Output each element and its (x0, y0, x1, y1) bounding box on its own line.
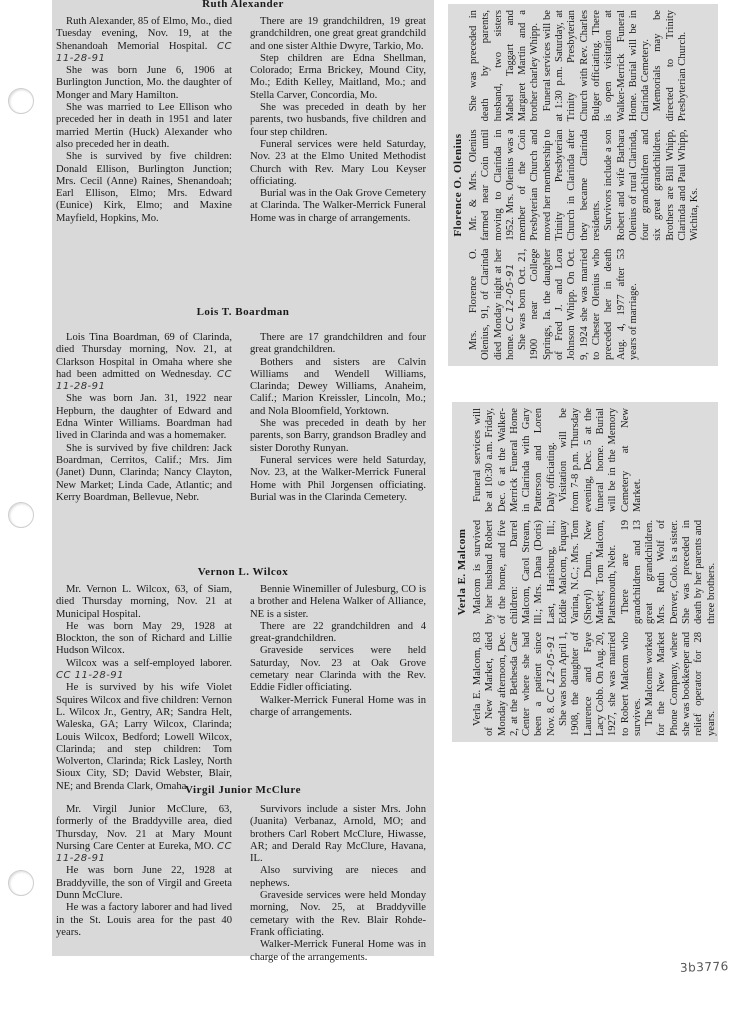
obituary-paragraph: There are 19 grandchildren, 19 great grandchildren, one great great grandchild and one sister Althie Dwyre, Tarkio, Mo. (250, 16, 426, 52)
obituary-paragraph: Ruth Alexander, 85 of Elmo, Mo., died Tuesday evening, Nov. 19, at the Shenandoah Memorial Hospital. CC 11-28-91 (56, 16, 232, 64)
obituary-paragraph: Funeral services were held Saturday, Nov. 23 at the Elmo United Methodist Church with Rev. Mary Lou Keyser officiating. (250, 138, 426, 187)
obituary-paragraph: He was born May 29, 1928 at Blockton, the son of Richard and Lillie Hudson Wilcox. (56, 620, 232, 657)
obituary-paragraph: Survivors include a sister Mrs. John (Juanita) Verbanaz, Arnold, MO; and brothers Carl Robert McClure, Hiwasse, AR; and Derald Ray McClure, Havana, IL. (250, 804, 426, 865)
obituary-paragraph: She was born Oct. 21, 1900 near College Springs, Ia. the daughter of Fred J. and Lora Johnson Whipp. On Oct. 9, 1924 she was married to Chester Olenius who preceded her in death Aug. 4, 1977 after 53 years of marriage. (517, 248, 639, 360)
florence-col-2 (468, 129, 702, 240)
verla-col-2 (472, 520, 718, 624)
left-clippings (52, 0, 434, 963)
obituary-paragraph: Bennie Winemiller of Julesburg, CO is a brother and Helena Walker of Alliance, NE is a sister. (250, 584, 426, 620)
obituary-title-virgil: Virgil Junior McClure (184, 784, 301, 796)
obituary-paragraph: She was married to Lee Ellison who preceded her in death in 1951 and later married Mertin (Huck) Alexander who also preceded her in death. (56, 102, 232, 150)
obituary-paragraph: She was born June 6, 1906 at Burlington Junction, Mo. the daughter of Monger and Mary Hamilton. (56, 65, 232, 101)
obituary-paragraph: Step children are Edna Shellman, Colorado; Erma Brickey, Mound City, Mo.; Edith Kelley, Maitland, Mo.; and Stella Carver, Concordia, Mo. (250, 52, 426, 101)
obituary-paragraph: Lois Tina Boardman, 69 of Clarinda, died Thursday morning, Nov. 21, at Clarkson Hospital in Omaha where she had been admitted on Wednesday. CC 11-28-91 (56, 332, 232, 393)
ruth-col-2 (250, 16, 426, 225)
obituary-paragraph: There are 22 grandchildren and 4 great-grandchildren. (250, 620, 426, 645)
obituary-paragraph: Malcom is survived by her husband Robert of the home, and five children: Darrel Malcom, Carol Stream, Ill.; Mrs. Dana (Doris) Last, Harisburg, Ill.; Eddie Malcom, Fuquay Varina, N.C.; Mrs. Tom (Sheryl) Dunn, New Market; Tom Malcom, Plattsmouth, Nebr. (472, 520, 619, 624)
obituary-paragraph: Mr. Vernon L. Wilcox, 63, of Siam, died Thursday morning, Nov. 21 at Municipal Hospital. (56, 584, 232, 620)
vernon-col-1 (56, 584, 232, 793)
obituary-paragraph: Funeral services will be at 1:30 p.m. Saturday, at Trinity Presbyterian Church with Rev. Charles Bulger officiating. There is open visitation at Walker-Merrick Funeral Home. Burial will be in Clarinda Cemetery. (541, 10, 652, 122)
verla-col-3 (472, 408, 718, 512)
ruth-col-1 (56, 16, 232, 225)
obituary-paragraph: She was preceded in death by her parents, son Barry, grandson Bradley and sister Dorothy Runyan. (250, 418, 426, 454)
handwritten-date: CC 12-05-91 (545, 634, 557, 703)
obituary-title-florence: Florence O. Olenius (452, 133, 464, 237)
vernon-col-2 (250, 584, 426, 719)
obituary-paragraph: She was born April 1, 1908, the daughter of Laurence and Faye Lacy Cobb. On Aug. 20, 1927, she was married to Robert Malcom who survives. (558, 632, 643, 736)
obituary-paragraph: Mr. & Mrs. Olenius farmed near Coin until moving to Clarinda in 1952. Mrs. Olenius was a member of the Coin Presbyterian Church and moved her membership to Trinity Presbyterian Church in Clarinda after they became Clarinda residents. (468, 129, 602, 241)
obituary-paragraph: Also surviving are nieces and nephews. (250, 865, 426, 889)
obituary-paragraph: Mr. Virgil Junior McClure, 63, formerly of the Braddyville area, died Thursday, Nov. 21 at Mary Mount Nursing Care Center at Eureka, MO. CC 11-28-91 (56, 804, 232, 865)
obituary-paragraph: Funeral services were held Saturday, Nov. 23, at the Walker-Merrick Funeral Home with Phil Jorgensen officiating. Burial was in the Clarinda Cemetery. (250, 454, 426, 503)
obituary-paragraph: Burial was in the Oak Grove Cemetery at Clarinda. The Walker-Merrick Funeral Home was in charge of arrangements. (250, 188, 426, 224)
obituary-paragraph: Verla E. Malcom, 83 of New Market, died Monday afternoon, Dec. 2, at the Bethesda Care Center where she had been a patient since Nov. 8. CC 12-05-91 (472, 632, 557, 736)
obituary-title-ruth: Ruth Alexander (202, 0, 284, 10)
binder-hole (8, 88, 34, 114)
obituary-paragraph: Bothers and sisters are Calvin Williams and Wendell Williams, Clarinda; Dewey Williams, Anaheim, Calif.; Marion Kreissler, Lincoln, Mo.; and Nola Bloomfield, Yorktown. (250, 356, 426, 417)
clipping-florence (448, 4, 718, 366)
handwritten-date: CC 11-28-91 (56, 40, 232, 64)
obituary-title-lois: Lois T. Boardman (196, 306, 290, 318)
obituary-paragraph: Memorials may be directed to Trinity Presbyterian Church. (652, 10, 689, 122)
obituary-paragraph: There are 19 grandchildren and 13 great grandchildren. Mrs. Ruth Wolf of Denver, Colo. is a sister. She was preceded in death by her parents and three brothers. (619, 520, 717, 624)
obituary-paragraph: He is survived by his wife Violet Squires Wilcox and five children: Vernon L. Wilcox Jr., Gentry, AR; Sandra Helt, Waleska, GA; Larry Wilcox, Clarinda; Louis Wilcox, Bedford; Lowell Wilcox, Clarinda; and step children: Tom Wolverton, Clarinda; Rick Lasley, North Sioux City, SD; David Webster, Blair, NE; and Brenda Clark, Omaha. (56, 682, 232, 792)
obituary-paragraph: Survivors include a son Robert and wife Barbara Olenius of rural Clarinda, four grandchildren and six great grandchildren. Brothers are Bill Whipp, Clarinda and Paul Whipp, Wichita, Ks. (603, 129, 701, 241)
binder-hole (8, 870, 34, 896)
obituary-paragraph: She was preceded in death by her parents, two husbands, five children and four step children. (250, 102, 426, 138)
handwritten-date: CC 11-28-91 (56, 840, 232, 865)
binder-hole (8, 502, 34, 528)
obituary-paragraph: Mrs. Florence O. Olenius, 91, of Clarinda died Monday night at her home. CC 12-05-91 (468, 248, 516, 360)
obituary-paragraph: Graveside services were held Monday morning, Nov. 25, at Braddyville cemetary with the Rev. Blair Rohde-Frank officiating. (250, 890, 426, 938)
obituary-paragraph: He was born June 22, 1928 at Braddyville, the son of Virgil and Greeta Dunn McClure. (56, 865, 232, 902)
handwritten-date: CC 11-28-91 (56, 368, 232, 393)
obituary-title-verla: Verla E. Malcom (456, 528, 468, 616)
obituary-title-vernon: Vernon L. Wilcox (197, 566, 289, 578)
florence-col-3 (468, 10, 702, 121)
virgil-col-2 (250, 804, 426, 964)
clipping-verla (452, 402, 718, 742)
obituary-paragraph: She was born Jan. 31, 1922 near Hepburn, the daughter of Edward and Edna Winter Williams. Boardman had lived in Clarinda and was a homemaker. (56, 393, 232, 442)
obituary-paragraph: Visitation will be from 7-8 p.m. Thursday evening, Dec. 5 at the funeral home. Burial will be in the Memory Cemetery at New Market. (558, 408, 643, 512)
obituary-paragraph: He was a factory laborer and had lived in the St. Louis area for the past 40 years. (56, 902, 232, 938)
obituary-paragraph: Funeral services will be at 10:30 a.m. Friday, Dec. 6 at the Walker-Merrick Funeral Home in Clarinda with Gary Patterson and Loren Daly officiating. (472, 408, 557, 512)
obituary-paragraph: She is survived by five children: Jack Boardman, Cerritos, Calif.; Mrs. Jim (Janet) Dunn, Clarinda; Nancy Clayton, New Market; Linda Cade, Atlantic; and Kerry Boardman, Bellevue, Nebr. (56, 442, 232, 503)
obituary-paragraph: There are 17 grandchildren and four great grandchildren. (250, 332, 426, 356)
obituary-paragraph: She is survived by five children: Donald Ellison, Burlington Junction; Mrs. Cecil (Anne) Raines, Shenandoah; Earl Ellison, Elmo; Mrs. Edward (Eunice) Kirk, Elmo; and Maxine Mayfield, Hopkins, Mo. (56, 151, 232, 224)
handwritten-date: CC 12-05-91 (504, 263, 516, 332)
florence-col-1 (468, 249, 702, 360)
catalog-number: 3b3776 (679, 959, 730, 975)
verla-col-1 (472, 632, 718, 736)
obituary-paragraph: She was preceded in death by parents, husband, two sisters Mabel Taggart and Margaret Martin and a brother charley Whipp. (468, 10, 541, 122)
obituary-paragraph: The Malcoms worked for the New Market Phone Company, where she was bookkeeper and relief operator for 28 years. (644, 632, 717, 736)
obituary-paragraph: Walker-Merrick Funeral Home was in charge of the arrangements. (250, 939, 426, 963)
handwritten-date: CC 11-28-91 (56, 670, 125, 682)
lois-col-2 (250, 332, 426, 504)
obituary-paragraph: Wilcox was a self-employed laborer. CC 11-28-91 (56, 657, 232, 682)
lois-col-1 (56, 332, 232, 504)
virgil-col-1 (56, 804, 232, 939)
obituary-paragraph: Graveside services were held Saturday, Nov. 23 at Oak Grove cemetary near Clarinda with the Rev. Eddie Fidler officiating. (250, 645, 426, 694)
obituary-paragraph: Walker-Merrick Funeral Home was in charge of arrangements. (250, 694, 426, 718)
